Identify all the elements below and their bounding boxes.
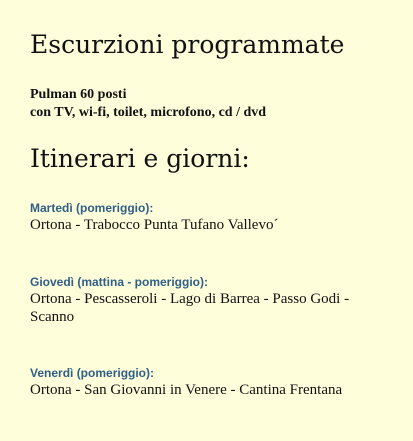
itinerary-day: Giovedì (mattina - pomeriggio):: [30, 275, 209, 289]
bus-info: [30, 86, 266, 122]
itinerary-day: Martedì (pomeriggio):: [30, 201, 154, 215]
itineraries-heading: Itinerari e giorni:: [30, 144, 250, 173]
itinerary-item: [30, 275, 380, 326]
itinerary-item: [30, 201, 380, 234]
itinerary-item: [30, 366, 380, 399]
itinerary-day: Venerdì (pomeriggio):: [30, 366, 155, 380]
itinerary-route: Ortona - Trabocco Punta Tufano Vallevo´: [30, 217, 279, 233]
bus-capacity: Pulman 60 posti: [30, 87, 127, 102]
page-title: Escurzioni programmate: [30, 30, 345, 59]
bus-amenities: con TV, wi-fi, toilet, microfono, cd / dvd: [30, 105, 267, 120]
itinerary-route: Ortona - Pescasseroli - Lago di Barrea - Passo Godi - Scanno: [30, 291, 350, 325]
itinerary-route: Ortona - San Giovanni in Venere - Cantina Frentana: [30, 382, 343, 398]
page-content: [30, 0, 403, 441]
